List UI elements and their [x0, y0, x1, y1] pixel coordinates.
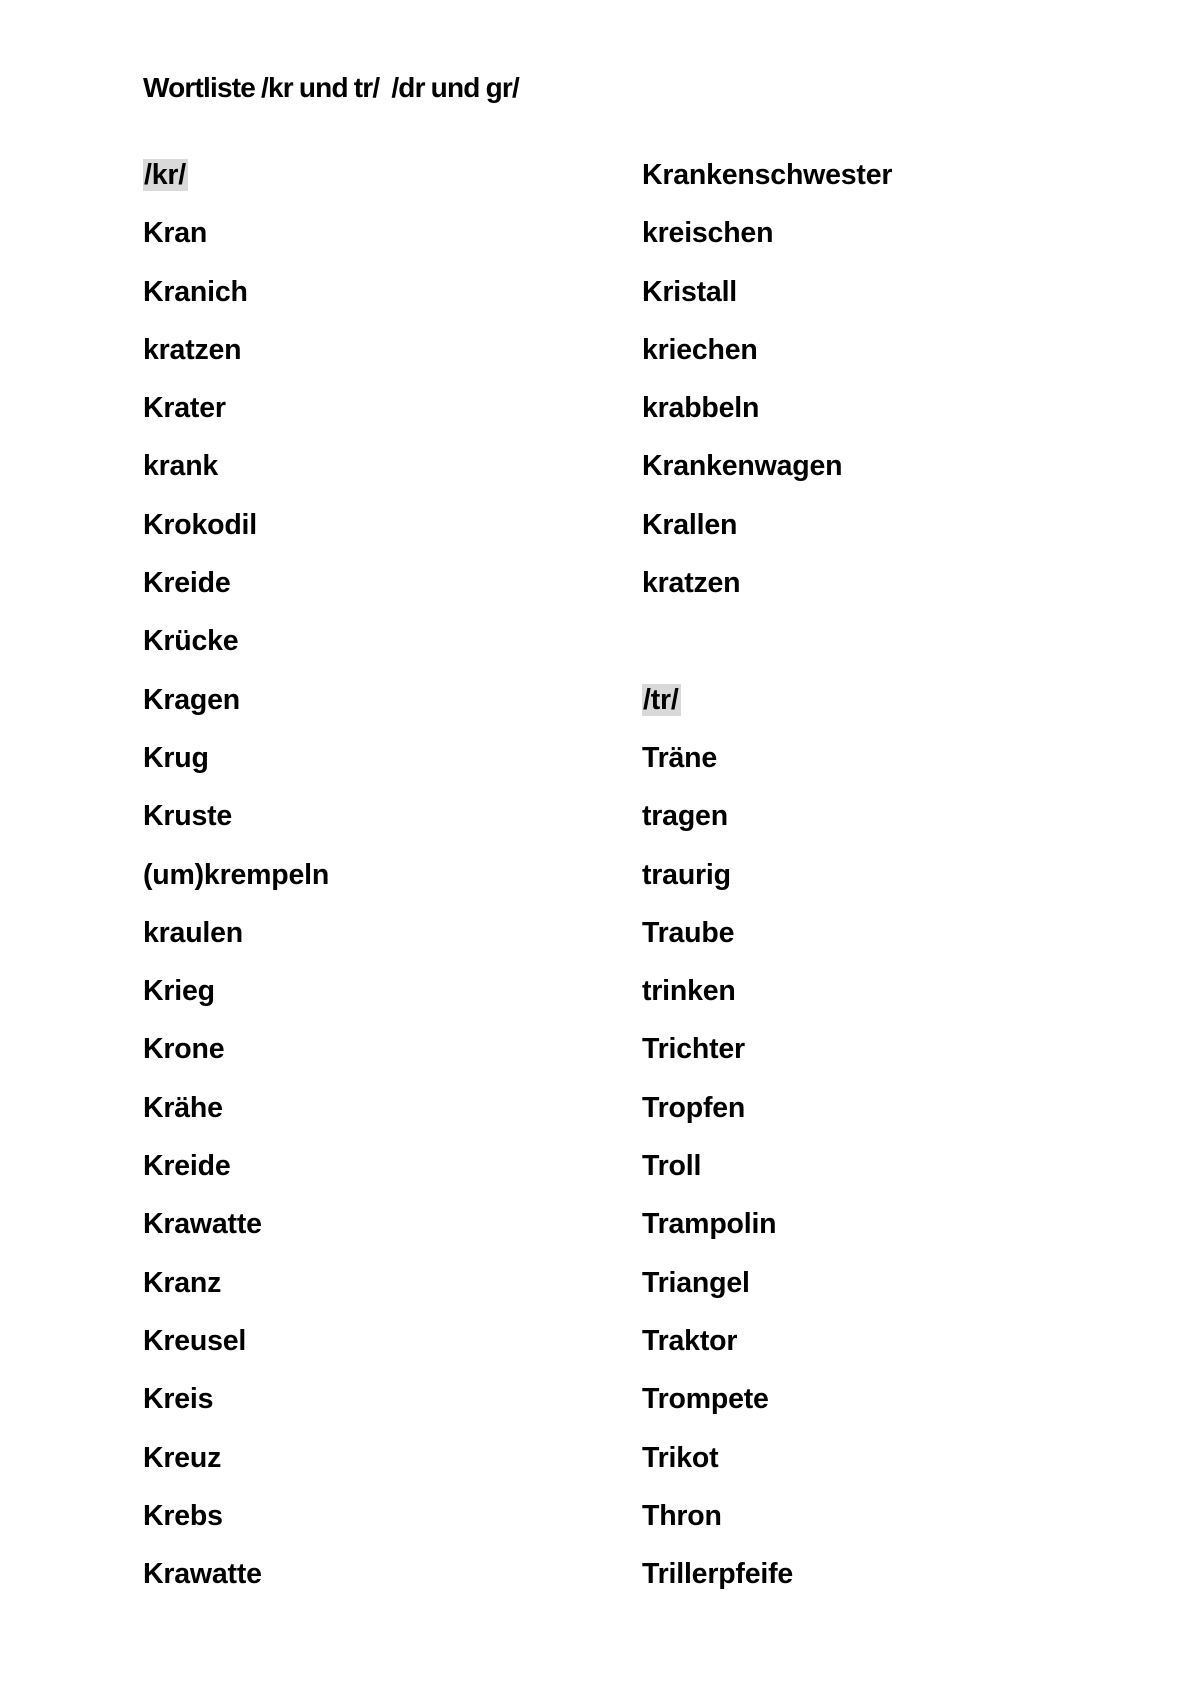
word-item [642, 1496, 892, 1554]
word-label: Kreusel [143, 1324, 247, 1357]
word-label: Kranz [143, 1266, 222, 1299]
word-item [642, 855, 892, 913]
word-item [143, 1088, 329, 1146]
word-item [642, 1088, 892, 1146]
word-label: kraulen [143, 916, 243, 949]
word-label: (um)krempeln [143, 858, 330, 891]
word-item [143, 1438, 329, 1496]
word-label: Thron [642, 1499, 722, 1532]
word-item [642, 1204, 892, 1262]
word-label: krank [143, 450, 219, 483]
word-item [642, 1438, 892, 1496]
word-item [642, 155, 892, 213]
section-heading-label: /tr/ [643, 683, 679, 716]
word-item [143, 330, 329, 388]
word-label: Kreide [143, 567, 231, 600]
word-item [143, 1204, 329, 1262]
word-label: trinken [642, 975, 736, 1008]
word-label: Kranich [143, 275, 248, 308]
word-label: Krücke [143, 625, 239, 658]
word-item [143, 446, 329, 504]
word-label: Kristall [642, 275, 738, 308]
word-label: Krieg [143, 975, 215, 1008]
word-item [143, 272, 329, 330]
word-label: Kruste [143, 800, 233, 833]
word-item [642, 213, 892, 271]
word-item [642, 913, 892, 971]
word-label: Krankenwagen [642, 450, 843, 483]
word-label: krabbeln [642, 392, 760, 425]
word-label: Trikot [642, 1441, 719, 1474]
word-label: Krokodil [143, 508, 257, 541]
word-label: Kragen [143, 683, 240, 716]
word-item [143, 1554, 329, 1612]
word-item [143, 213, 329, 271]
word-label: Krater [143, 392, 226, 425]
word-item [642, 446, 892, 504]
word-item [642, 796, 892, 854]
section-heading [642, 680, 892, 738]
word-label: Krebs [143, 1499, 223, 1532]
word-label: Kreide [143, 1150, 231, 1183]
word-label: Krone [143, 1033, 225, 1066]
word-label: Trillerpfeife [642, 1558, 794, 1591]
word-item [143, 680, 329, 738]
word-label: kratzen [143, 333, 242, 366]
word-label: kreischen [642, 217, 774, 250]
word-item [642, 272, 892, 330]
word-item [143, 505, 329, 563]
word-item [143, 1263, 329, 1321]
section-heading [143, 155, 329, 213]
word-label: Krankenschwester [642, 159, 893, 191]
word-item [642, 971, 892, 1029]
word-item [642, 1321, 892, 1379]
word-label: Troll [642, 1150, 702, 1183]
word-label: tragen [642, 800, 728, 833]
word-label: Trichter [642, 1033, 745, 1066]
word-label: Krähe [143, 1091, 223, 1124]
word-item [642, 1146, 892, 1204]
word-item [642, 1379, 892, 1437]
word-item [642, 388, 892, 446]
word-label: Kreuz [143, 1441, 222, 1474]
word-item [143, 971, 329, 1029]
word-item [143, 563, 329, 621]
word-label: Krug [143, 741, 209, 774]
word-label: Krawatte [143, 1558, 262, 1591]
word-item [143, 913, 329, 971]
word-label: Kran [143, 217, 208, 250]
word-label: Krallen [642, 508, 738, 541]
word-item [642, 1029, 892, 1087]
word-item [143, 1321, 329, 1379]
word-label: Tropfen [642, 1091, 746, 1124]
word-label: traurig [642, 858, 731, 891]
word-item [642, 1263, 892, 1321]
word-item [143, 388, 329, 446]
word-list-left [143, 155, 329, 1612]
word-item [642, 738, 892, 796]
word-item [143, 1496, 329, 1554]
word-label: Traktor [642, 1324, 738, 1357]
word-label: Triangel [642, 1266, 750, 1299]
word-item [143, 1029, 329, 1087]
word-item [642, 330, 892, 388]
word-label: Traube [642, 916, 735, 949]
word-label: Kreis [143, 1383, 214, 1416]
word-item [143, 1146, 329, 1204]
word-list-right [642, 155, 892, 1612]
word-item [143, 855, 329, 913]
word-item [143, 796, 329, 854]
word-item [143, 738, 329, 796]
word-item [143, 621, 329, 679]
word-label: Trompete [642, 1383, 769, 1416]
word-label: Träne [642, 741, 718, 774]
word-label: Krawatte [143, 1208, 262, 1241]
blank-row [642, 621, 892, 679]
word-item [642, 505, 892, 563]
page-title: Wortliste /kr und tr/ /dr und gr/ [143, 72, 519, 103]
word-label: Trampolin [642, 1208, 777, 1241]
word-item [642, 563, 892, 621]
word-item [143, 1379, 329, 1437]
section-heading-label: /kr/ [144, 159, 186, 191]
word-label: kriechen [642, 333, 758, 366]
word-item [642, 1554, 892, 1612]
word-label: kratzen [642, 567, 741, 600]
